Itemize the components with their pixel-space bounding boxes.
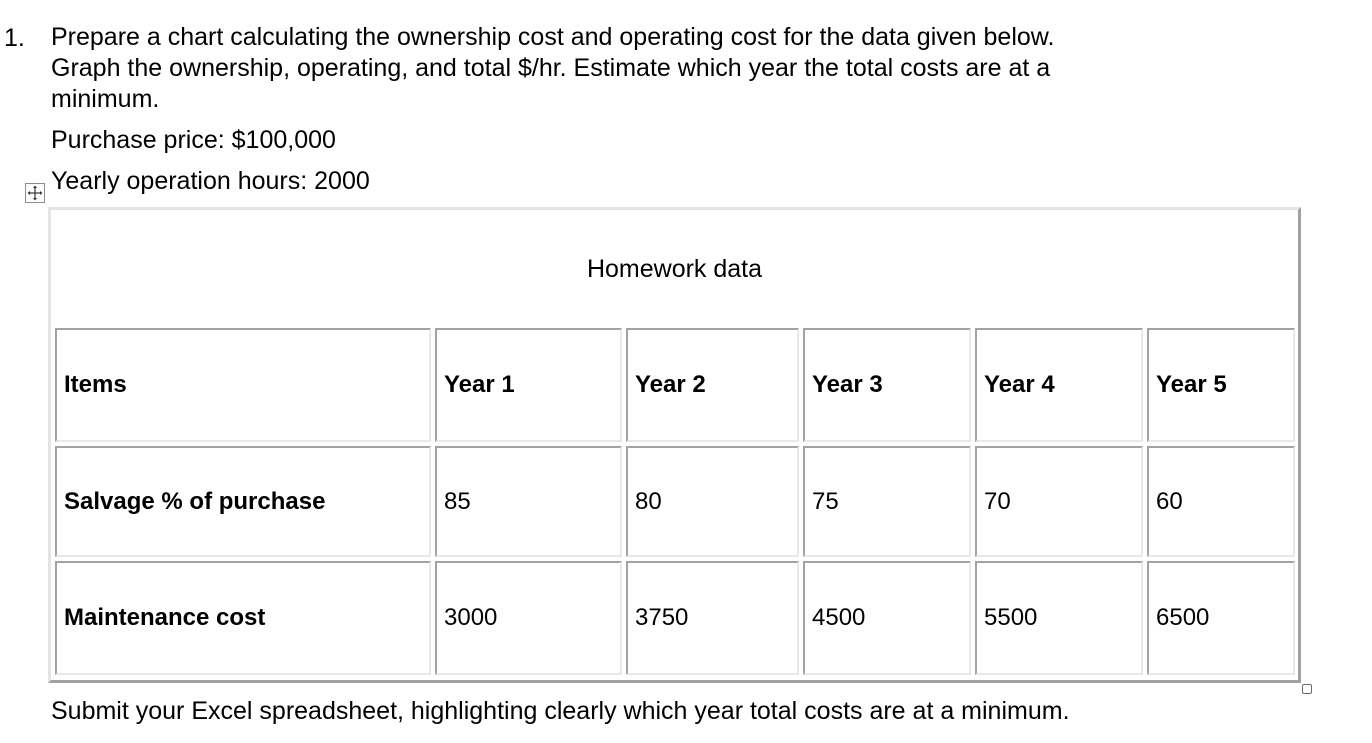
submission-note: Submit your Excel spreadsheet, highlighting clearly which year total costs are at a minimum.: [51, 697, 1070, 725]
resize-handle-icon[interactable]: [1302, 684, 1312, 694]
header-cell-year-4: Year 4: [975, 328, 1143, 442]
table-cell: 6500: [1147, 561, 1295, 675]
table-cell: 3750: [626, 561, 799, 675]
row-label-maintenance: Maintenance cost: [55, 561, 431, 675]
header-cell-year-2: Year 2: [626, 328, 799, 442]
table-cell: 4500: [803, 561, 971, 675]
question-number: 1.: [4, 24, 25, 52]
table-cell: 60: [1147, 446, 1295, 557]
table-cell: 5500: [975, 561, 1143, 675]
table-cell: 70: [975, 446, 1143, 557]
header-cell-year-3: Year 3: [803, 328, 971, 442]
question-line: Prepare a chart calculating the ownership cost and operating cost for the data given below.: [51, 23, 1055, 51]
header-cell-items: Items: [55, 328, 431, 442]
question-line: Graph the ownership, operating, and total $/hr. Estimate which year the total costs are at a: [51, 54, 1051, 82]
question-line: minimum.: [51, 85, 160, 113]
row-label-salvage: Salvage % of purchase: [55, 446, 431, 557]
table-cell: 80: [626, 446, 799, 557]
table-caption: Homework data: [586, 254, 763, 283]
table-cell: 3000: [435, 561, 622, 675]
table-cell: 75: [803, 446, 971, 557]
move-arrows-icon: [26, 184, 44, 202]
question-text: [51, 22, 1181, 115]
table-move-handle[interactable]: [25, 183, 45, 203]
header-cell-year-5: Year 5: [1147, 328, 1295, 442]
table-cell: 85: [435, 446, 622, 557]
purchase-price: Purchase price: $100,000: [51, 126, 336, 154]
operation-hours: Yearly operation hours: 2000: [51, 167, 370, 195]
header-cell-year-1: Year 1: [435, 328, 622, 442]
